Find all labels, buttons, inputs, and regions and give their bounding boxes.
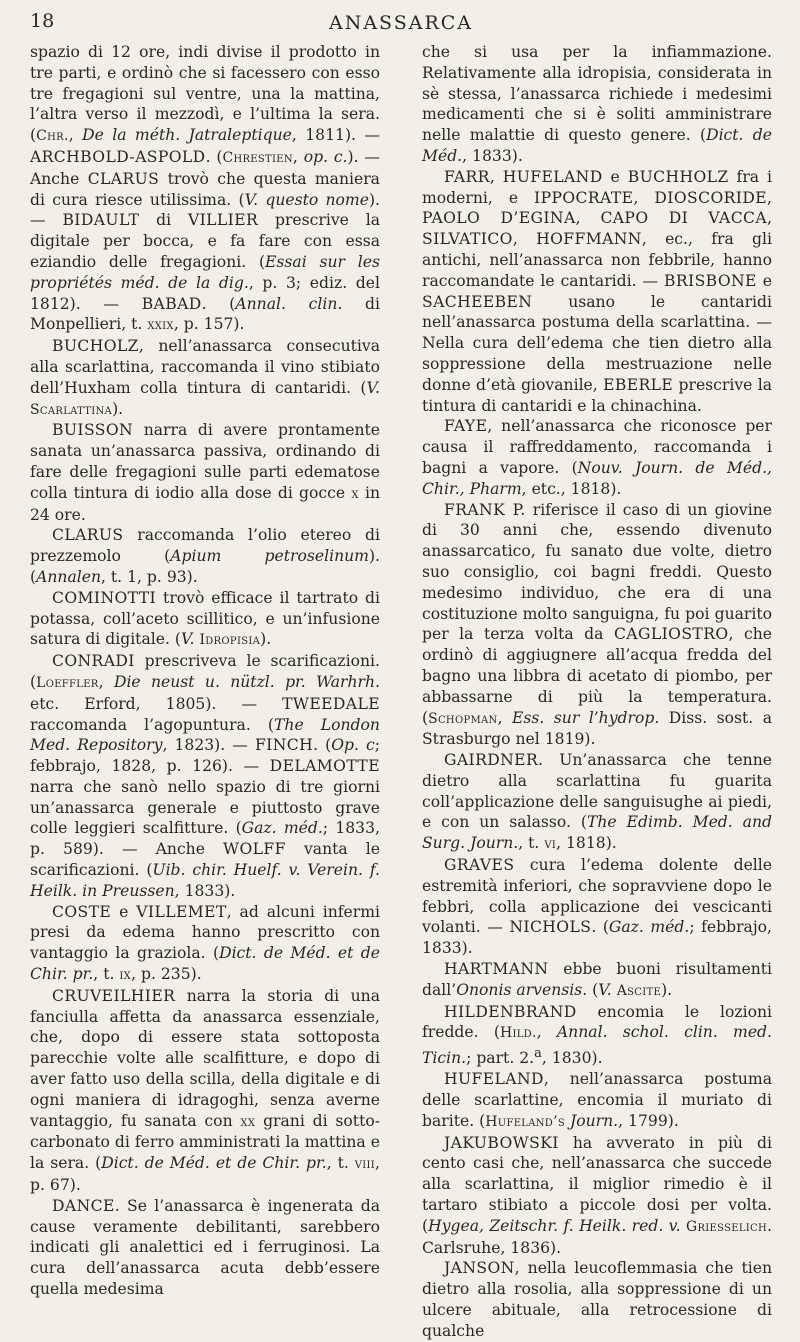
- paragraph: HUFELAND, nell’anassarca postuma delle scarlattine, encomia il muriato di barite. (Hufeland’s Journ., 1799).: [422, 1070, 772, 1130]
- paragraph: GRAVES cura l’edema dolente delle estremità inferiori, che sopravviene dopo le febbri, colla applicazione dei vescicanti volanti. — NICHOLS. (Gaz. méd.; febbrajo, 1833).: [422, 856, 772, 958]
- paragraph: spazio di 12 ore, indi divise il prodotto in tre parti, e ordinò che si facessero con esso tre fregagioni sul ventre, una la mattina, l’altra verso il mezzodì, e l’ultima la sera. (Chr., De la méth. Jatraleptique, 1811). — ARCHBOLD-ASPOLD. (Chrestien, op. c.). — Anche CLARUS trovò che questa maniera di cura riesce utilissima. (V. questo nome). — BIDAULT di VILLIER prescrive la digitale per bocca, e fa fare con essa eziandio delle fregagioni. (Essai sur les propriétés méd. de la dig., p. 3; ediz. del 1812). — BABAD. (Annal. clin. di Monpellieri, t. xxix, p. 157).: [30, 43, 381, 334]
- paragraph: che si usa per la infiammazione. Relativamente alla idropisia, considerata in sè stessa, l’anassarca richiede i medesimi medicamenti che si è soliti amministrare nelle malattie di questo genere. (Dict. de Méd., 1833).: [422, 43, 772, 165]
- page-number: 18: [30, 10, 55, 32]
- paragraph: FRANK P. riferisce il caso di un giovine di 30 anni che, essendo divenuto anassarcatico, fu sanato due volte, dietro suo consiglio, coi bagni freddi. Questo medesimo individuo, che era di una costituzione molto sanguigna, fu poi guarito per la terza volta da CAGLIOSTRO, che ordinò di aggiugnere all’acqua fredda del bagno una libbra di acetato di piombo, per abbassarne di più la temperatura. (Schopman, Ess. sur l’hydrop. Diss. sost. a Strasburgo nel 1819).: [422, 500, 772, 749]
- paragraph: BUISSON narra di avere prontamente sanata un’anassarca passiva, ordinando di fare delle fregagioni sulle parti edematose colla tintura di iodio alla dose di gocce x in 24 ore.: [30, 421, 380, 524]
- left-column: [30, 42, 380, 1342]
- paragraph: JAKUBOWSKI ha avverato in più di cento casi che, nell’anassarca che succede alla scarlattina, il miglior rimedio è il tartaro stibiato a piccole dosi per volta. (Hygea, Zeitschr. f. Heilk. red. v. Griesselich. Carlsruhe, 1836).: [422, 1133, 772, 1257]
- paragraph: COMINOTTI trovò efficace il tartrato di potassa, coll’aceto scillitico, e un’infusione satura di digitale. (V. Idropisia).: [30, 588, 380, 649]
- text-columns: [30, 42, 772, 1342]
- paragraph: FAYE, nell’anassarca che riconosce per causa il raffreddamento, raccomanda i bagni a vapore. (Nouv. Journ. de Méd., Chir., Pharm, etc., 1818).: [422, 417, 772, 498]
- paragraph: CLARUS raccomanda l’olio etereo di prezzemolo (Apium petroselinum). (Annalen, t. 1, p. 93).: [30, 526, 381, 586]
- paragraph: GAIRDNER. Un’anassarca che tenne dietro alla scarlattina fu guarita coll’applicazione delle sanguisughe ai piedi, e con un salasso. (The Edimb. Med. and Surg. Journ., t. vi, 1818).: [422, 751, 773, 853]
- paragraph: COSTE e VILLEMET, ad alcuni infermi presi da edema hanno prescritto con vantaggio la graziola. (Dict. de Méd. et de Chir. pr., t. ix, p. 235).: [30, 902, 380, 984]
- paragraph: HARTMANN ebbe buoni risultamenti dall’Ononis arvensis. (V. Ascite).: [422, 960, 772, 999]
- page-header: [30, 8, 772, 42]
- right-column: [422, 42, 772, 1342]
- paragraph: JANSON, nella leucoflemmasia che tien dietro alla rosolia, alla soppressione di un ulcere abituale, alla retrocessione di qualche: [422, 1259, 772, 1340]
- paragraph: CRUVEILHIER narra la storia di una fanciulla affetta da anassarca essenziale, che, dopo di essere stata sottoposta parecchie volte alle scalfitture, e dopo di aver fatto uso della scilla, della digitale e di ogni maniera di idragoghi, senza averne vantaggio, fu sanata con xx grani di sotto-carbonato di ferro amministrati la mattina e la sera. (Dict. de Méd. et de Chir. pr., t. viii, p. 67).: [30, 986, 380, 1195]
- paragraph: BUCHOLZ, nell’anassarca consecutiva alla scarlattina, raccomanda il vino stibiato dell’Huxham colla tintura di cantaridi. (V. Scarlattina).: [30, 337, 380, 418]
- paragraph: FARR, HUFELAND e BUCHHOLZ fra i moderni, e IPPOCRATE, DIOSCORIDE, PAOLO D’EGINA, CAPO DI VACCA, SILVATICO, HOFFMANN, ec., fra gli antichi, nell’anassarca non febbrile, hanno raccomandate le cantaridi. — BRISBONE e SACHEEBEN usano le cantaridi nell’anassarca postuma della scarlattina. — Nella cura dell’edema che tien dietro alla soppressione della mestruazione nelle donne d’età giovanile, EBERLE prescrive la tintura di cantaridi e la chinachina.: [422, 167, 773, 415]
- paragraph: CONRADI prescriveva le scarificazioni. (Loeffler, Die neust u. nützl. pr. Warhrh. etc. Erford, 1805). — TWEEDALE raccomanda l’agopuntura. (The London Med. Repository, 1823). — FINCH. (Op. c; febbrajo, 1828, p. 126). — DELAMOTTE narra che sanò nello spazio di tre giorni un’anassarca generale e piuttosto grave colle leggieri scalfitture. (Gaz. méd.; 1833, p. 589). — Anche WOLFF vanta le scarificazioni. (Uib. chir. Huelf. v. Verein. f. Heilk. in Preussen, 1833).: [30, 652, 380, 900]
- running-head: ANASSARCA: [328, 12, 474, 34]
- paragraph: DANCE. Se l’anassarca è ingenerata da cause veramente debilitanti, sarebbero indicati gli analettici ed i ferruginosi. La cura dell’anassarca acuta debb’essere quella medesima: [30, 1196, 380, 1299]
- paragraph: HILDENBRAND encomia le lozioni fredde. (Hild., Annal. schol. clin. med. Ticin.; part. 2.$^a$, 1830).: [422, 1002, 772, 1068]
